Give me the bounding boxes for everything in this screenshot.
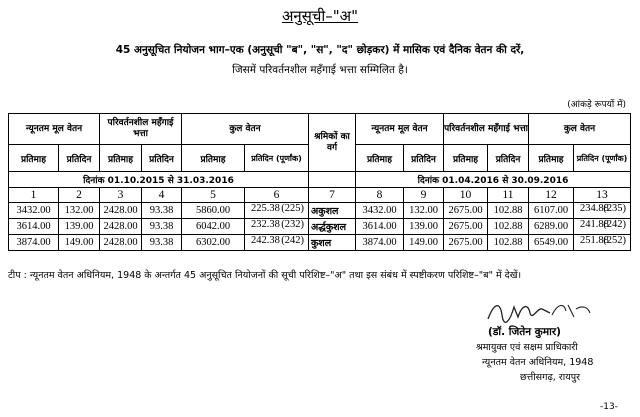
unit-note: (आंकड़े रूपयों में)	[567, 100, 626, 110]
column-number-row	[9, 188, 631, 203]
rounded-value: (252)	[603, 235, 627, 246]
daily-value: 251.88	[580, 235, 609, 246]
header-row-groups	[9, 114, 631, 145]
cell: 3874.00	[9, 235, 59, 251]
cell: 102.88	[488, 219, 529, 235]
cell: 6289.00	[529, 219, 574, 235]
sub-daily: प्रतिदिन	[404, 145, 444, 172]
col-num: 1	[9, 188, 59, 203]
sub-daily-rounded: प्रतिदिन (पूर्णांक)	[245, 145, 309, 172]
col-num: 3	[100, 188, 142, 203]
header-worker-class: श्रमिकों का वर्ग	[309, 114, 356, 172]
sub-daily: प्रतिदिन	[488, 145, 529, 172]
cell-daily-rounded	[245, 203, 309, 219]
cell: 3614.00	[9, 219, 59, 235]
col-num: 13	[574, 188, 631, 203]
col-num: 6	[245, 188, 309, 203]
daily-value: 232.38	[251, 219, 280, 230]
col-num: 10	[444, 188, 488, 203]
worker-class: अर्द्धकुशल	[309, 219, 356, 235]
cell: 2428.00	[100, 219, 142, 235]
col-num: 2	[59, 188, 100, 203]
daily-value: 241.88	[580, 219, 609, 230]
cell: 93.38	[142, 219, 182, 235]
daily-value: 225.38	[251, 203, 280, 214]
cell-daily-rounded	[245, 219, 309, 235]
wage-table	[8, 113, 631, 251]
rounded-value: (232)	[281, 219, 305, 230]
rounded-value: (235)	[603, 203, 627, 214]
rounded-value: (242)	[603, 219, 627, 230]
col-num: 11	[488, 188, 529, 203]
page-number: -13-	[600, 402, 618, 412]
cell: 3614.00	[356, 219, 404, 235]
period-spacer	[309, 172, 356, 188]
cell-daily-rounded	[574, 235, 631, 251]
footnote: टीप : न्यूनतम वेतन अधिनियम, 1948 के अन्तर्गत 45 अनुसूचित नियोजनों की सूची परिशिष्ट–"अ" तथा इस संबंध में स्पष्टीकरण परिशिष्ट–"ब" में देखें।	[8, 270, 522, 281]
cell: 2675.00	[444, 219, 488, 235]
cell: 3874.00	[356, 235, 404, 251]
sub-monthly: प्रतिमाह	[100, 145, 142, 172]
daily-value: 242.38	[251, 235, 280, 246]
header-variable-da-2: परिवर्तनशील महँगाई भत्ता	[444, 114, 529, 145]
period-2: दिनांक 01.04.2016 से 30.09.2016	[356, 172, 631, 188]
cell: 132.00	[59, 203, 100, 219]
header-variable-da-1: परिवर्तनशील महँगाई भत्ता	[100, 114, 182, 145]
cell: 6549.00	[529, 235, 574, 251]
cell: 139.00	[59, 219, 100, 235]
header-total-wage-1: कुल वेतन	[182, 114, 309, 145]
signatory-designation: श्रमायुक्त एवं सक्षम प्राधिकारी	[476, 342, 578, 353]
cell: 6302.00	[182, 235, 245, 251]
cell: 149.00	[59, 235, 100, 251]
worker-class: अकुशल	[309, 203, 356, 219]
signatory-name: (डॉ. जितेन कुमार)	[488, 326, 561, 338]
cell: 6107.00	[529, 203, 574, 219]
sub-monthly: प्रतिमाह	[444, 145, 488, 172]
sub-monthly: प्रतिमाह	[529, 145, 574, 172]
signature-scribble	[480, 297, 600, 325]
cell: 149.00	[404, 235, 444, 251]
sub-daily-rounded: प्रतिदिन (पूर्णांक)	[574, 145, 631, 172]
table-row-semiskilled	[9, 219, 631, 235]
col-num: 4	[142, 188, 182, 203]
worker-class: कुशल	[309, 235, 356, 251]
period-1: दिनांक 01.10.2015 से 31.03.2016	[9, 172, 309, 188]
header-total-wage-2: कुल वेतन	[529, 114, 631, 145]
cell-daily-rounded	[245, 235, 309, 251]
cell: 2428.00	[100, 203, 142, 219]
cell-daily-rounded	[574, 203, 631, 219]
cell: 93.38	[142, 203, 182, 219]
cell: 5860.00	[182, 203, 245, 219]
rounded-value: (225)	[281, 203, 305, 214]
col-num: 5	[182, 188, 245, 203]
header-min-basic-2: न्यूनतम मूल वेतन	[356, 114, 444, 145]
header-min-basic-1: न्यूनतम मूल वेतन	[9, 114, 100, 145]
daily-value: 234.88	[580, 203, 609, 214]
cell: 2675.00	[444, 235, 488, 251]
col-num: 7	[309, 188, 356, 203]
signatory-location: छत्तीसगढ़, रायपुर	[520, 372, 580, 383]
sub-daily: प्रतिदिन	[142, 145, 182, 172]
period-row	[9, 172, 631, 188]
col-num: 12	[529, 188, 574, 203]
table-row-unskilled	[9, 203, 631, 219]
col-num: 9	[404, 188, 444, 203]
sub-monthly: प्रतिमाह	[182, 145, 245, 172]
heading-line-2: जिसमें परिवर्तनशील महँगाई भत्ता सम्मिलित है।	[232, 64, 408, 76]
cell: 139.00	[404, 219, 444, 235]
cell: 93.38	[142, 235, 182, 251]
rounded-value: (242)	[281, 235, 305, 246]
cell: 102.88	[488, 235, 529, 251]
cell: 132.00	[404, 203, 444, 219]
col-num: 8	[356, 188, 404, 203]
sub-daily: प्रतिदिन	[59, 145, 100, 172]
cell: 2428.00	[100, 235, 142, 251]
cell-daily-rounded	[574, 219, 631, 235]
cell: 3432.00	[9, 203, 59, 219]
page-title: अनुसूची–"अ"	[281, 7, 359, 25]
cell: 6042.00	[182, 219, 245, 235]
table-row-skilled	[9, 235, 631, 251]
signatory-act: न्यूनतम वेतन अधिनियम, 1948	[482, 357, 594, 368]
sub-monthly: प्रतिमाह	[9, 145, 59, 172]
cell: 3432.00	[356, 203, 404, 219]
cell: 2675.00	[444, 203, 488, 219]
heading-line-1: 45 अनुसूचित नियोजन भाग–एक (अनुसूची "ब", "स", "द" छोड़कर) में मासिक एवं दैनिक वेतन की दरें,	[115, 44, 525, 56]
cell: 102.88	[488, 203, 529, 219]
sub-monthly: प्रतिमाह	[356, 145, 404, 172]
